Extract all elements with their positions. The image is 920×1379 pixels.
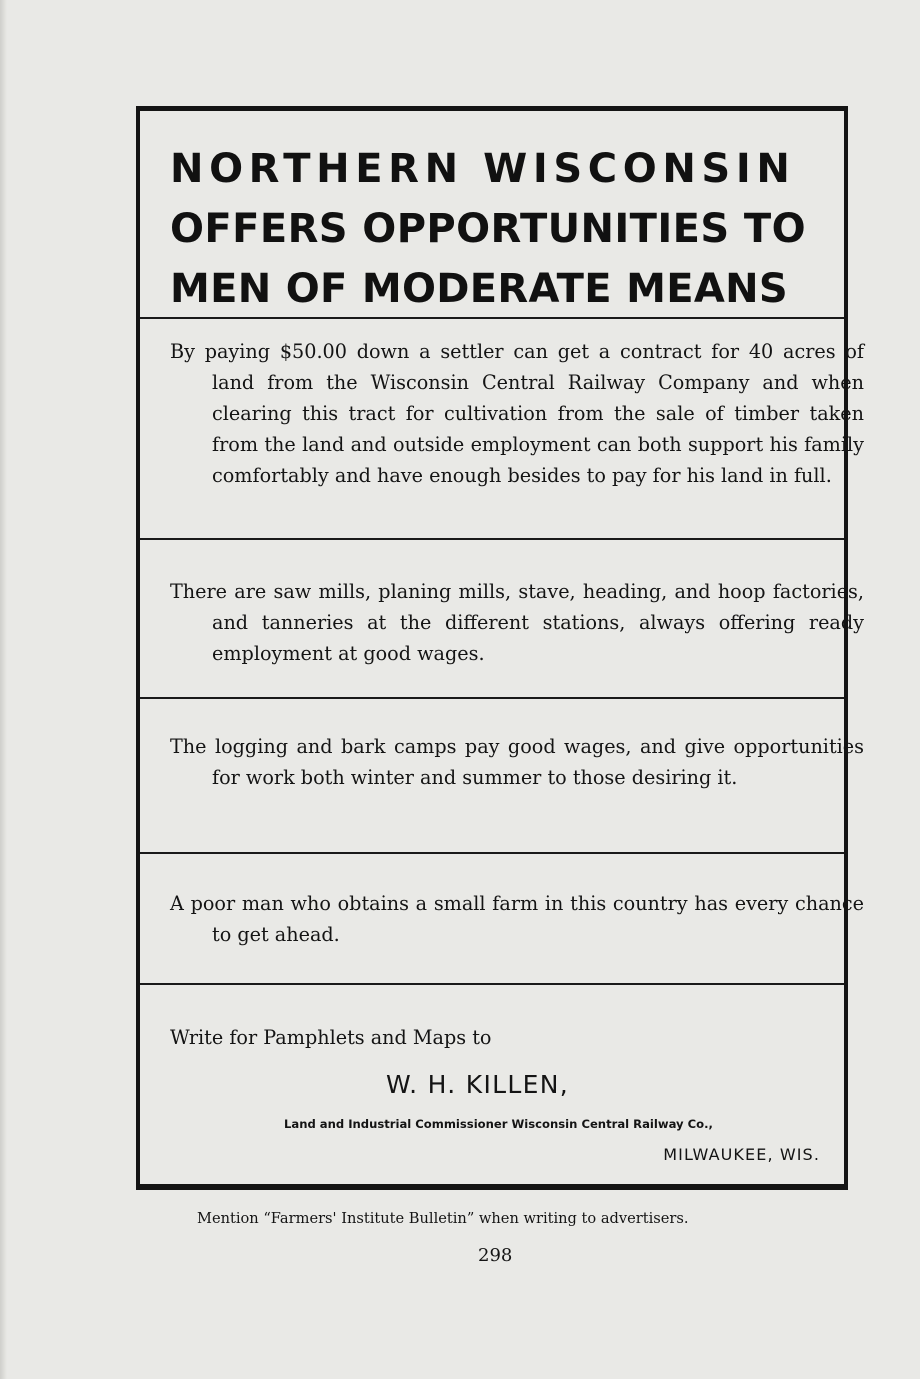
- section-divider: [140, 538, 844, 540]
- section-divider: [140, 697, 844, 699]
- contact-prompt: Write for Pamphlets and Maps to: [170, 1026, 492, 1049]
- paragraph-small-farm: A poor man who obtains a small farm in this country has every chance to get ahead.: [170, 892, 864, 946]
- advertisement-box: [136, 106, 864, 1190]
- headline-line: MEN OF MODERATE MEANS: [170, 266, 788, 312]
- headline-line: OFFERS OPPORTUNITIES TO: [170, 206, 806, 252]
- ad-headline: [170, 139, 830, 319]
- advertiser-mention-note: Mention “Farmers' Institute Bulletin” when writing to advertisers.: [197, 1210, 689, 1227]
- contact-name: W. H. KILLEN,: [386, 1070, 569, 1099]
- page-number: 298: [478, 1245, 513, 1266]
- contact-city: MILWAUKEE, WIS.: [663, 1145, 820, 1164]
- section-divider: [140, 983, 844, 985]
- page-binding-edge: [0, 0, 7, 1379]
- section-divider: [140, 852, 844, 854]
- paragraph-payment-terms: By paying $50.00 down a settler can get a contract for 40 acres of land from the Wisconsin Central Railway Company and when clearing this tract for cultivation from the sale of timber taken from the land and outside employment can both support his family comfortably and have enough besides to pay for his land in full.: [170, 340, 864, 487]
- paragraph-logging-camps: The logging and bark camps pay good wages, and give opportunities for work both winter and summer to those desiring it.: [170, 735, 864, 789]
- headline-line: NORTHERN WISCONSIN: [170, 146, 796, 192]
- contact-title: Land and Industrial Commissioner Wisconsin Central Railway Co.,: [284, 1117, 713, 1131]
- paragraph-mills: There are saw mills, planing mills, stave, heading, and hoop factories, and tanneries at the different stations, always offering ready employment at good wages.: [170, 580, 864, 665]
- section-divider: [140, 317, 844, 319]
